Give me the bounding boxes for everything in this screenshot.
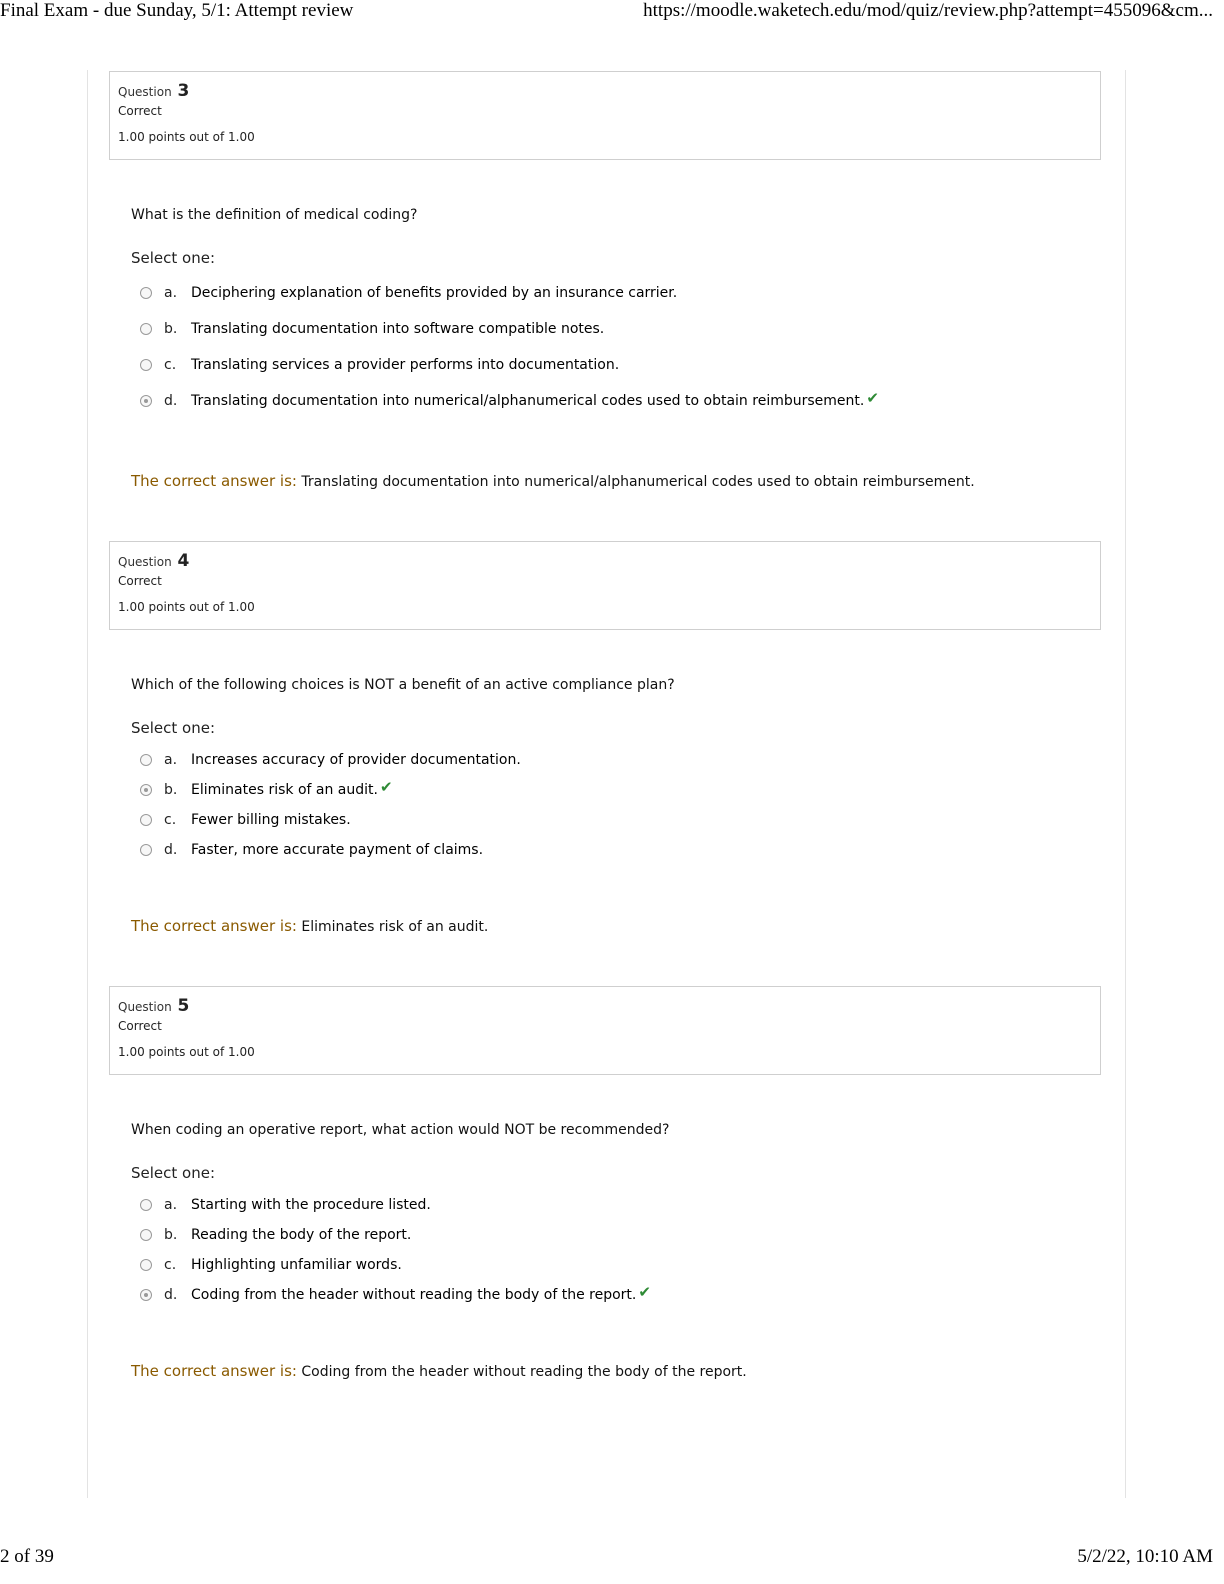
answer-option-a[interactable]	[131, 745, 1091, 775]
checkmark-icon: ✔	[638, 1283, 651, 1301]
select-one-label: Select one:	[131, 719, 216, 737]
correct-answer-3	[131, 472, 1091, 490]
question-state: Correct	[118, 574, 162, 588]
print-footer	[0, 1546, 1224, 1570]
question-state: Correct	[118, 104, 162, 118]
correct-answer-text: Translating documentation into numerical/alphanumerical codes used to obtain reimbursement.	[301, 474, 975, 490]
question-number	[118, 994, 1100, 1018]
option-text: Faster, more accurate payment of claims.	[191, 842, 484, 858]
radio-icon[interactable]	[140, 754, 152, 766]
option-text: Fewer billing mistakes.	[191, 812, 351, 828]
correct-answer-text: Eliminates risk of an audit.	[301, 919, 489, 935]
correct-answer-text: Coding from the header without reading the body of the report.	[301, 1364, 747, 1380]
radio-icon[interactable]	[140, 1229, 152, 1241]
option-text: Translating documentation into software compatible notes.	[191, 321, 605, 337]
checkmark-icon: ✔	[866, 389, 879, 407]
radio-icon[interactable]	[140, 844, 152, 856]
select-one-label: Select one:	[131, 249, 216, 267]
option-text: Eliminates risk of an audit.	[191, 782, 378, 798]
question-number	[118, 549, 1100, 573]
question-grade: 1.00 points out of 1.00	[118, 600, 255, 614]
option-letter: b.	[164, 782, 178, 798]
option-text: Deciphering explanation of benefits provided by an insurance carrier.	[191, 285, 678, 301]
answer-option-c[interactable]	[131, 347, 1091, 383]
correct-answer-label: The correct answer is:	[131, 472, 297, 490]
question-number-value: 4	[177, 551, 190, 571]
answer-option-a[interactable]	[131, 1190, 1091, 1220]
option-letter: d.	[164, 842, 178, 858]
radio-selected-icon[interactable]	[140, 395, 152, 407]
question-info-5	[109, 986, 1101, 1075]
question-label: Question	[118, 555, 172, 569]
correct-answer-5	[131, 1362, 1091, 1380]
option-letter: d.	[164, 393, 178, 409]
radio-icon[interactable]	[140, 814, 152, 826]
print-datetime: 5/2/22, 10:10 AM	[1077, 1546, 1213, 1567]
question-grade: 1.00 points out of 1.00	[118, 130, 255, 144]
answer-option-b[interactable]	[131, 775, 1091, 805]
question-number-value: 5	[177, 996, 190, 1016]
option-letter: b.	[164, 321, 178, 337]
question-content-3	[131, 207, 1091, 419]
radio-icon[interactable]	[140, 287, 152, 299]
radio-icon[interactable]	[140, 323, 152, 335]
question-label: Question	[118, 1000, 172, 1014]
question-label: Question	[118, 85, 172, 99]
answer-option-d[interactable]	[131, 383, 1091, 419]
answer-option-d[interactable]	[131, 835, 1091, 865]
question-number	[118, 79, 1100, 103]
option-text: Translating documentation into numerical/alphanumerical codes used to obtain reimbursement.	[191, 393, 865, 409]
correct-answer-label: The correct answer is:	[131, 1362, 297, 1380]
option-text: Coding from the header without reading the body of the report.	[191, 1287, 637, 1303]
print-url: https://moodle.waketech.edu/mod/quiz/review.php?attempt=455096&cm...	[643, 0, 1213, 21]
radio-icon[interactable]	[140, 359, 152, 371]
radio-icon[interactable]	[140, 1259, 152, 1271]
question-info-3	[109, 71, 1101, 160]
answer-option-d[interactable]	[131, 1280, 1091, 1310]
radio-selected-icon[interactable]	[140, 784, 152, 796]
option-letter: a.	[164, 752, 178, 768]
checkmark-icon: ✔	[379, 778, 393, 796]
correct-answer-4	[131, 917, 1091, 935]
question-text: When coding an operative report, what action would NOT be recommended?	[131, 1122, 670, 1138]
option-letter: a.	[164, 285, 178, 301]
print-title: Final Exam - due Sunday, 5/1: Attempt review	[0, 0, 354, 21]
option-letter: c.	[164, 812, 177, 828]
option-letter: c.	[164, 1257, 177, 1273]
radio-icon[interactable]	[140, 1199, 152, 1211]
option-text: Translating services a provider performs into documentation.	[191, 357, 620, 373]
print-header	[0, 0, 1224, 24]
answer-option-c[interactable]	[131, 805, 1091, 835]
option-letter: d.	[164, 1287, 178, 1303]
option-letter: a.	[164, 1197, 178, 1213]
question-info-4	[109, 541, 1101, 630]
option-letter: c.	[164, 357, 177, 373]
question-number-value: 3	[177, 81, 190, 101]
page-count: 2 of 39	[0, 1546, 54, 1567]
select-one-label: Select one:	[131, 1164, 216, 1182]
question-grade: 1.00 points out of 1.00	[118, 1045, 255, 1059]
question-content-4	[131, 677, 1091, 865]
question-text: Which of the following choices is NOT a benefit of an active compliance plan?	[131, 677, 675, 693]
correct-answer-label: The correct answer is:	[131, 917, 297, 935]
question-text: What is the definition of medical coding?	[131, 207, 418, 223]
question-state: Correct	[118, 1019, 162, 1033]
option-text: Reading the body of the report.	[191, 1227, 412, 1243]
answer-option-b[interactable]	[131, 1220, 1091, 1250]
option-text: Starting with the procedure listed.	[191, 1197, 431, 1213]
question-content-5	[131, 1122, 1091, 1310]
answer-option-a[interactable]	[131, 275, 1091, 311]
option-letter: b.	[164, 1227, 178, 1243]
answer-option-b[interactable]	[131, 311, 1091, 347]
option-text: Increases accuracy of provider documentation.	[191, 752, 521, 768]
option-text: Highlighting unfamiliar words.	[191, 1257, 402, 1273]
answer-option-c[interactable]	[131, 1250, 1091, 1280]
radio-selected-icon[interactable]	[140, 1289, 152, 1301]
